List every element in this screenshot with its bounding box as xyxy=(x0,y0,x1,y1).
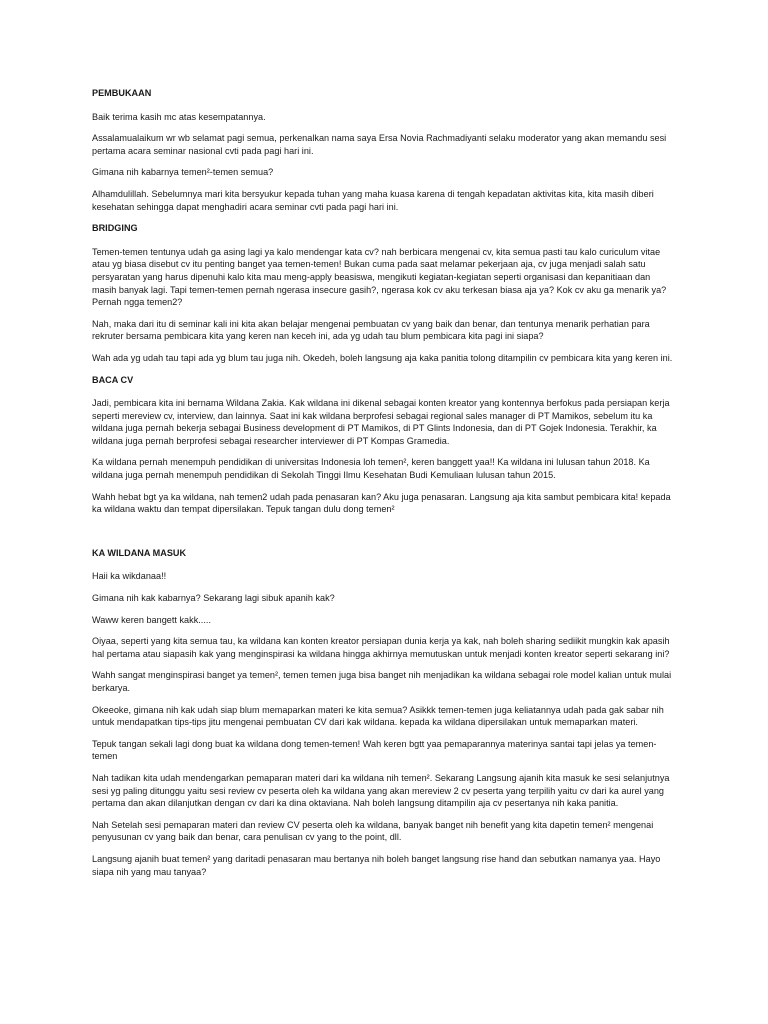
paragraph: Wahh hebat bgt ya ka wildana, nah temen2 udah pada penasaran kan? Aku juga penasaran. Langsung aja kita sambut pembicara kita! kepada ka wildana waktu dan tempat dipersilakan. Tepuk tangan dulu dong temen² xyxy=(92,491,671,515)
paragraph: Gimana nih kabarnya temen²-temen semua? xyxy=(92,167,274,178)
paragraph: Tepuk tangan sekali lagi dong buat ka wildana dong temen-temen! Wah keren bgtt yaa pemaparannya materinya santai tapi jelas ya temen-temen xyxy=(92,738,657,762)
section-heading-bridging: BRIDGING xyxy=(92,223,138,234)
paragraph: Assalamualaikum wr wb selamat pagi semua, perkenalkan nama saya Ersa Novia Rachmadiyanti selaku moderator yang akan memandu sesi pertama acara seminar nasional cvti pada pagi hari ini. xyxy=(92,133,667,156)
paragraph: Gimana nih kak kabarnya? Sekarang lagi sibuk apanih kak? xyxy=(92,593,335,604)
document-page xyxy=(92,87,676,887)
paragraph: Temen-temen tentunya udah ga asing lagi ya kalo mendengar kata cv? nah berbicara mengenai cv, kita semua pasti tau kalo curiculum vitae atau yg biasa disebut cv itu penting banget yaa temen-temen! Bukan cuma pada saat melamar pekerjaan aja, cv juga menjadi salah satu persyaratan yang harus dipenuhi kalo kita mau meng-apply beasiswa, mengikuti kegiatan-kegiatan seperti organisasi dan kepanitiaan dan masih banyak lagi. Tapi temen-temen pernah ngerasa insecure gasih?, ngerasa kok cv aku terkesan biasa aja ya? Kok cv aku ga menarik ya? Pernah ngga temen2? xyxy=(92,246,667,308)
section-heading-baca-cv: BACA CV xyxy=(92,374,134,385)
paragraph: Wah ada yg udah tau tapi ada yg blum tau juga nih. Okedeh, boleh langsung aja kaka panitia tolong ditampilin cv pembicara kita yang keren ini. xyxy=(92,352,673,363)
paragraph: Nah, maka dari itu di seminar kali ini kita akan belajar mengenai pembuatan cv yang baik dan benar, dan tentunya menarik perhatian para rekruter bersama pembicara kita yang keren nan keceh ini, ada yg udah tau blum pembicara kita pagi ini siapa? xyxy=(92,318,650,342)
paragraph: Jadi, pembicara kita ini bernama Wildana Zakia. Kak wildana ini dikenal sebagai konten kreator yang kontennya berfokus pada persiapan kerja seperti mereview cv, interview, dan lainnya. Saat ini kak wildana berprofesi sebagai regional sales manager di PT Mamikos, sebelum itu ka wildana juga pernah bekerja sebagai Business development di PT Mamikos, di PT Glints Indonesia, dan di PT Gojek Indonesia. Terakhir, ka wildana juga pernah berprofesi sebagai researcher interviewer di PT Kompas Gramedia. xyxy=(92,398,670,446)
paragraph: Haii ka wikdanaa!! xyxy=(92,571,167,582)
paragraph: Waww keren bangett kakk..... xyxy=(92,614,211,625)
paragraph: Oiyaa, seperti yang kita semua tau, ka wildana kan konten kreator persiapan dunia kerja ya kak, nah boleh sharing sediikit mungkin kak apasih hal pertama atau siapasih kak yang menginspirasi ka wildana hingga akhirnya memutuskan untuk menjadi konten kreator seperti sekarang ini? xyxy=(92,636,670,659)
paragraph: Nah tadikan kita udah mendengarkan pemaparan materi dari ka wildana nih temen². Sekarang Langsung ajanih kita masuk ke sesi selanjutnya sesi yg paling ditunggu yaitu sesi review cv peserta oleh ka wildana yang akan mereview 2 cv peserta yang terpilih yaitu cv dari ka aurel yang pertama dan akan dilanjutkan dengan cv dari ka dina oktaviana. Nah boleh langsung ditampilin aja cv pesertanya nih kaka panitia. xyxy=(92,772,670,809)
section-heading-ka-wildana-masuk: KA WILDANA MASUK xyxy=(92,547,187,558)
paragraph: Alhamdulillah. Sebelumnya mari kita bersyukur kepada tuhan yang maha kuasa karena di tengah kepadatan aktivitas kita, kita masih diberi kesehatan sehingga dapat menghadiri acara seminar cvti pada pagi hari ini. xyxy=(92,188,654,212)
paragraph: Baik terima kasih mc atas kesempatannya. xyxy=(92,111,266,122)
paragraph: Nah Setelah sesi pemaparan materi dan review CV peserta oleh ka wildana, banyak banget nih benefit yang kita dapetin temen² mengenai penyusunan cv yang baik dan benar, cara penulisan cv yang to the point, dll. xyxy=(92,819,654,843)
section-heading-pembukaan: PEMBUKAAN xyxy=(92,88,152,98)
paragraph: Langsung ajanih buat temen² yang daritadi penasaran mau bertanya nih boleh banget langsung rise hand dan sebutkan namanya yaa. Hayo siapa nih yang mau tanyaa? xyxy=(92,853,661,877)
paragraph: Ka wildana pernah menempuh pendidikan di universitas Indonesia loh temen², keren banggett yaa!! Ka wildana ini lulusan tahun 2018. Ka wildana juga pernah menempuh pendidikan di Sekolah Tinggi Ilmu Kesehatan Budi Kemuliaan lulusan tahun 2015. xyxy=(92,457,650,481)
paragraph: Wahh sangat menginspirasi banget ya temen², temen temen juga bisa banget nih menjadikan ka wildana sebagai role model kalian untuk mulai berkarya. xyxy=(92,670,672,693)
paragraph: Okeeoke, gimana nih kak udah siap blum memaparkan materi ke kita semua? Asikkk temen-temen juga keliatannya udah pada gak sabar nih untuk mendapatkan tips-tips jitu mengenai pembuatan CV dari kak wildana. kepada ka wildana dipersilakan untuk memaparkan materi. xyxy=(92,704,664,728)
